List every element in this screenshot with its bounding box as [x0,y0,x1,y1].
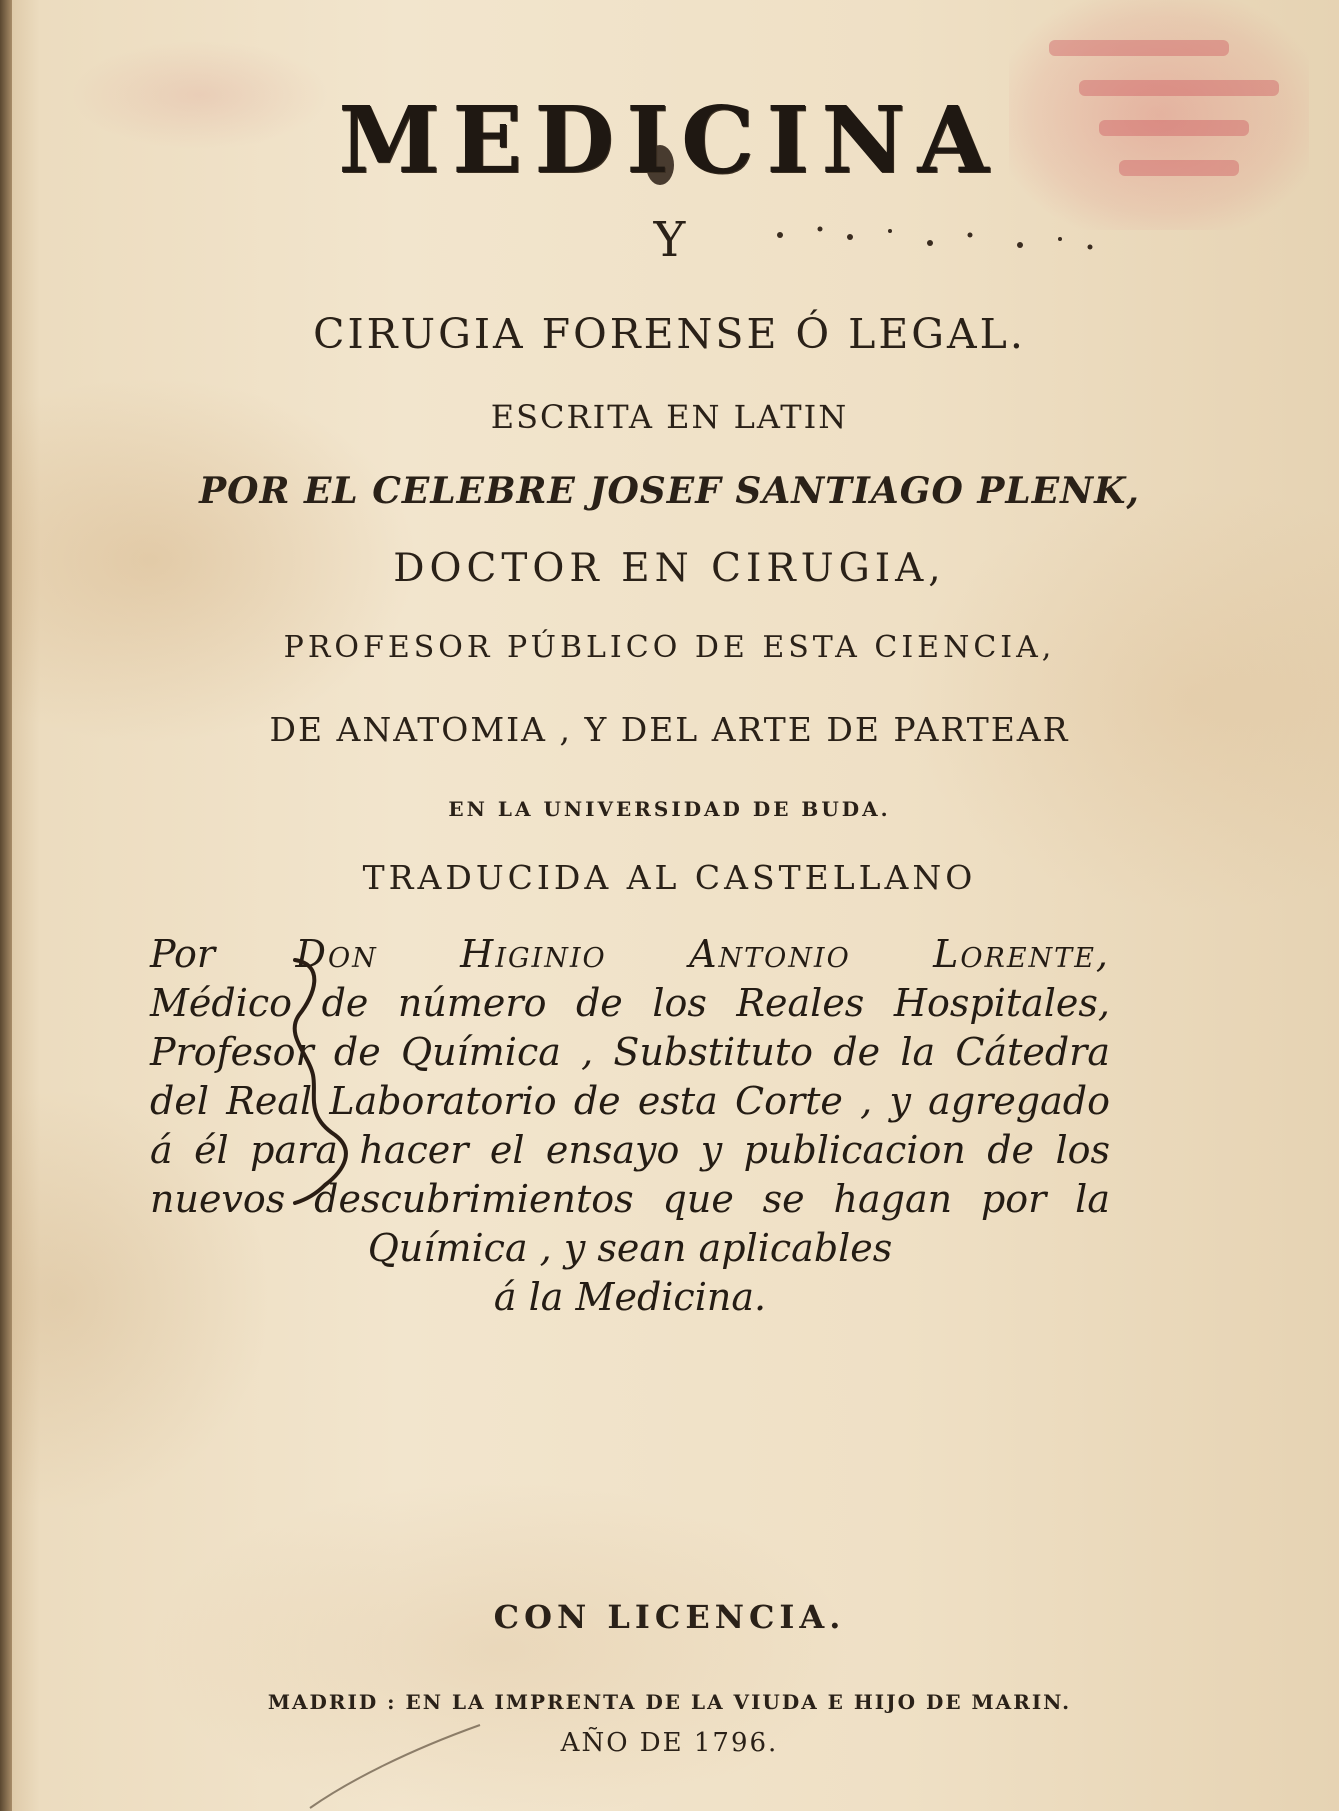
author-degree: DOCTOR EN CIRUGIA, [393,546,946,591]
translator-line-5: á él para hacer el ensayo y publicacion de los [150,1128,1110,1172]
title-conjunction: Y [653,212,686,268]
spine-edge [0,0,12,1811]
original-language: ESCRITA EN LATIN [490,398,849,436]
university-line: EN LA UNIVERSIDAD DE BUDA. [448,797,891,821]
translation-note: TRADUCIDA AL CASTELLANO [362,858,977,897]
book-subtitle: CIRUGIA FORENSE Ó LEGAL. [313,310,1026,358]
pen-stroke [290,1720,490,1810]
translator-line-7: Química , y sean aplicables [367,1226,893,1270]
imprint-line: MADRID : EN LA IMPRENTA DE LA VIUDA E HIJO DE MARIN. [267,1690,1072,1714]
author-post-1: PROFESOR PÚBLICO DE ESTA CIENCIA, [283,630,1056,665]
translator-name: Don Higinio Antonio Lorente, [295,932,1110,976]
author-post-2: DE ANATOMIA , Y DEL ARTE DE PARTEAR [269,710,1070,749]
license-line: CON LICENCIA. [493,1598,846,1636]
author-line: POR EL CELEBRE JOSEF SANTIAGO PLENK, [199,470,1140,512]
translator-line-2: Médico de número de los Reales Hospitales, [150,981,1110,1025]
handwritten-bracket [285,955,365,1205]
publication-year: AÑO DE 1796. [560,1728,779,1758]
translator-line-4: del Real Laboratorio de esta Corte , y agregado [150,1079,1110,1123]
translator-line-8: á la Medicina. [493,1275,767,1319]
translator-line-6: nuevos descubrimientos que se hagan por la [150,1177,1110,1221]
book-title: MEDICINA [338,86,1001,194]
translator-prefix: Por [150,932,216,976]
translator-line-3: Profesor de Química , Substituto de la Cátedra [150,1030,1110,1074]
